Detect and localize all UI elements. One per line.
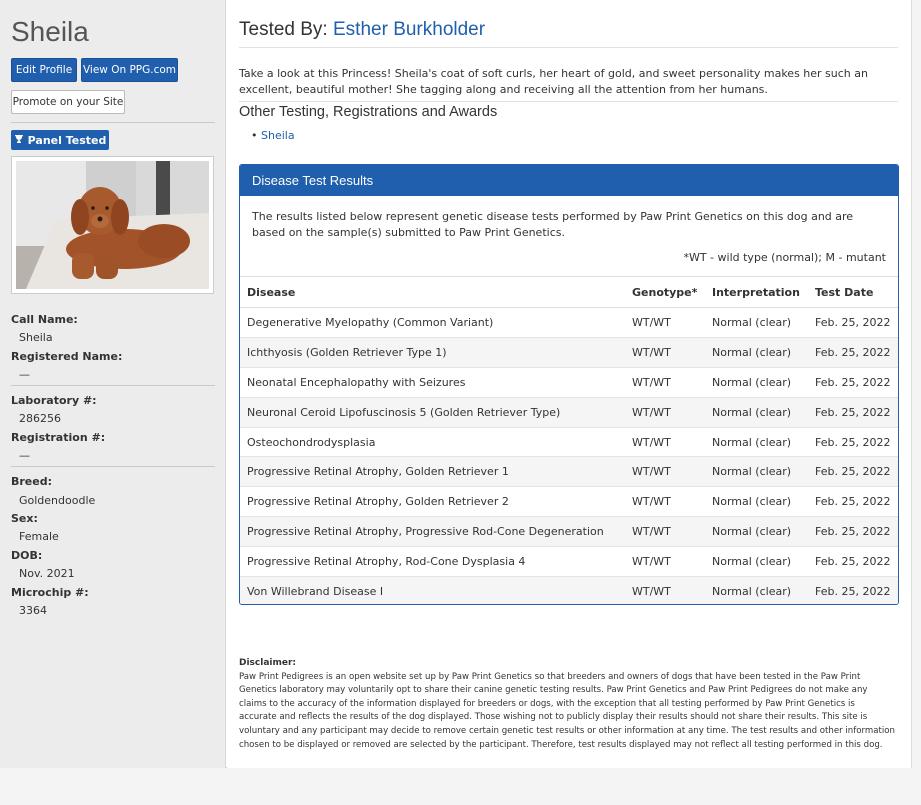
panel-tested-badge <box>11 130 109 150</box>
interpretation-cell: Normal (clear) <box>705 397 808 427</box>
table-row <box>240 577 898 605</box>
disease-cell: Osteochondrodysplasia <box>240 427 625 457</box>
main-content <box>227 0 911 768</box>
microchip-value: 3364 <box>19 604 47 617</box>
interpretation-cell: Normal (clear) <box>705 337 808 367</box>
interpretation-cell: Normal (clear) <box>705 547 808 577</box>
sex-value: Female <box>19 530 59 543</box>
test-date-cell: Feb. 25, 2022 <box>808 517 898 547</box>
disease-cell: Progressive Retinal Atrophy, Golden Retriever 1 <box>240 457 625 487</box>
test-date-cell: Feb. 25, 2022 <box>808 487 898 517</box>
genotype-cell: WT/WT <box>625 367 705 397</box>
sex-label: Sex: <box>11 512 38 525</box>
table-row <box>240 308 898 338</box>
table-row <box>240 547 898 577</box>
disclaimer <box>239 657 895 752</box>
column-header-disease: Disease <box>240 277 625 308</box>
registered-name-label: Registered Name: <box>11 350 123 363</box>
test-date-cell: Feb. 25, 2022 <box>808 308 898 338</box>
disclaimer-label: Disclaimer: <box>239 658 297 668</box>
view-on-ppg-button[interactable]: View On PPG.com <box>81 58 178 82</box>
column-header-genotype: Genotype* <box>625 277 705 308</box>
divider <box>11 466 215 467</box>
dog-photo[interactable] <box>11 156 214 294</box>
trophy-icon <box>14 134 24 147</box>
disease-results-panel <box>239 164 899 605</box>
genotype-cell: WT/WT <box>625 457 705 487</box>
dob-value: Nov. 2021 <box>19 567 75 580</box>
test-date-cell: Feb. 25, 2022 <box>808 427 898 457</box>
dog-description: Take a look at this Princess! Sheila's coat of soft curls, her heart of gold, and sweet personality makes her such an excellent, beautiful mother! She tagging along and receiving all the attention from her humans. <box>239 67 868 96</box>
test-date-cell: Feb. 25, 2022 <box>808 457 898 487</box>
genotype-cell: WT/WT <box>625 308 705 338</box>
divider <box>11 385 215 386</box>
test-date-cell: Feb. 25, 2022 <box>808 367 898 397</box>
panel-title: Disease Test Results <box>240 165 898 196</box>
laboratory-label: Laboratory #: <box>11 394 97 407</box>
interpretation-cell: Normal (clear) <box>705 308 808 338</box>
disease-cell: Degenerative Myelopathy (Common Variant) <box>240 308 625 338</box>
breed-label: Breed: <box>11 475 53 488</box>
table-row <box>240 397 898 427</box>
interpretation-cell: Normal (clear) <box>705 367 808 397</box>
test-date-cell: Feb. 25, 2022 <box>808 397 898 427</box>
registration-label: Registration #: <box>11 431 106 444</box>
genotype-cell: WT/WT <box>625 547 705 577</box>
table-row <box>240 367 898 397</box>
badge-label: Panel Tested <box>27 133 107 147</box>
interpretation-cell: Normal (clear) <box>705 487 808 517</box>
disease-cell: Neonatal Encephalopathy with Seizures <box>240 367 625 397</box>
sidebar <box>0 0 226 768</box>
genotype-cell: WT/WT <box>625 427 705 457</box>
genotype-cell: WT/WT <box>625 337 705 367</box>
bullet: • <box>251 129 258 142</box>
edit-profile-button[interactable]: Edit Profile <box>11 58 77 82</box>
divider <box>11 122 215 123</box>
genotype-cell: WT/WT <box>625 577 705 605</box>
column-header-interpretation: Interpretation <box>705 277 808 308</box>
panel-intro: The results listed below represent genetic disease tests performed by Paw Print Genetics on this dog and are based on the sample(s) submitted to Paw Print Genetics. <box>252 210 854 239</box>
table-row <box>240 427 898 457</box>
interpretation-cell: Normal (clear) <box>705 577 808 605</box>
microchip-label: Microchip #: <box>11 586 89 599</box>
disclaimer-text: Paw Print Pedigrees is an open website set up by Paw Print Genetics so that breeders and owners of dogs that have been tested in the Paw Print Genetics laboratory may voluntarily opt to share their canine genetic testing results. Paw Print Genetics and Paw Print Pedigrees do not make any claims to the accuracy of the information displayed for breeders or dogs, with the exception that all testing performed by Paw Print Genetics is accurate and reflects the results of the dog displayed. Those wishing not to publicly display their results should not share their results. This site is voluntary and any participant may decide to remove certain genetic test results or other information at any time. The test results and other information chosen to be displayed or removed are selected by the participant. Therefore, test results displayed may not reflect all testing performed in this dog. <box>239 671 895 750</box>
registered-name-value: — <box>19 368 30 381</box>
table-row <box>240 337 898 367</box>
test-date-cell: Feb. 25, 2022 <box>808 337 898 367</box>
call-name-label: Call Name: <box>11 313 78 326</box>
registration-value: — <box>19 449 30 462</box>
test-date-cell: Feb. 25, 2022 <box>808 547 898 577</box>
breed-value: Goldendoodle <box>19 494 96 507</box>
call-name-value: Sheila <box>19 331 53 344</box>
genotype-cell: WT/WT <box>625 487 705 517</box>
interpretation-cell: Normal (clear) <box>705 517 808 547</box>
dob-label: DOB: <box>11 549 43 562</box>
results-table <box>240 276 898 605</box>
disease-cell: Progressive Retinal Atrophy, Golden Retriever 2 <box>240 487 625 517</box>
promote-button[interactable]: Promote on your Site <box>11 90 125 114</box>
genotype-note: *WT - wild type (normal); M - mutant <box>683 251 886 264</box>
divider <box>239 47 898 48</box>
disease-cell: Neuronal Ceroid Lipofuscinosis 5 (Golden Retriever Type) <box>240 397 625 427</box>
laboratory-value: 286256 <box>19 412 61 425</box>
interpretation-cell: Normal (clear) <box>705 457 808 487</box>
interpretation-cell: Normal (clear) <box>705 427 808 457</box>
table-row <box>240 487 898 517</box>
divider <box>239 101 898 102</box>
disease-cell: Progressive Retinal Atrophy, Progressive Rod-Cone Degeneration <box>240 517 625 547</box>
table-row <box>240 457 898 487</box>
disease-cell: Ichthyosis (Golden Retriever Type 1) <box>240 337 625 367</box>
dog-name: Sheila <box>11 16 89 47</box>
genotype-cell: WT/WT <box>625 517 705 547</box>
tested-by-heading <box>239 19 485 41</box>
other-testing-heading: Other Testing, Registrations and Awards <box>239 104 498 120</box>
column-header-test-date: Test Date <box>808 277 898 308</box>
tester-link[interactable]: Esther Burkholder <box>333 19 486 40</box>
other-testing-link[interactable]: Sheila <box>261 129 295 142</box>
disease-cell: Von Willebrand Disease I <box>240 577 625 605</box>
genotype-cell: WT/WT <box>625 397 705 427</box>
table-row <box>240 517 898 547</box>
test-date-cell: Feb. 25, 2022 <box>808 577 898 605</box>
tested-by-prefix: Tested By: <box>239 19 328 40</box>
disease-cell: Progressive Retinal Atrophy, Rod-Cone Dysplasia 4 <box>240 547 625 577</box>
